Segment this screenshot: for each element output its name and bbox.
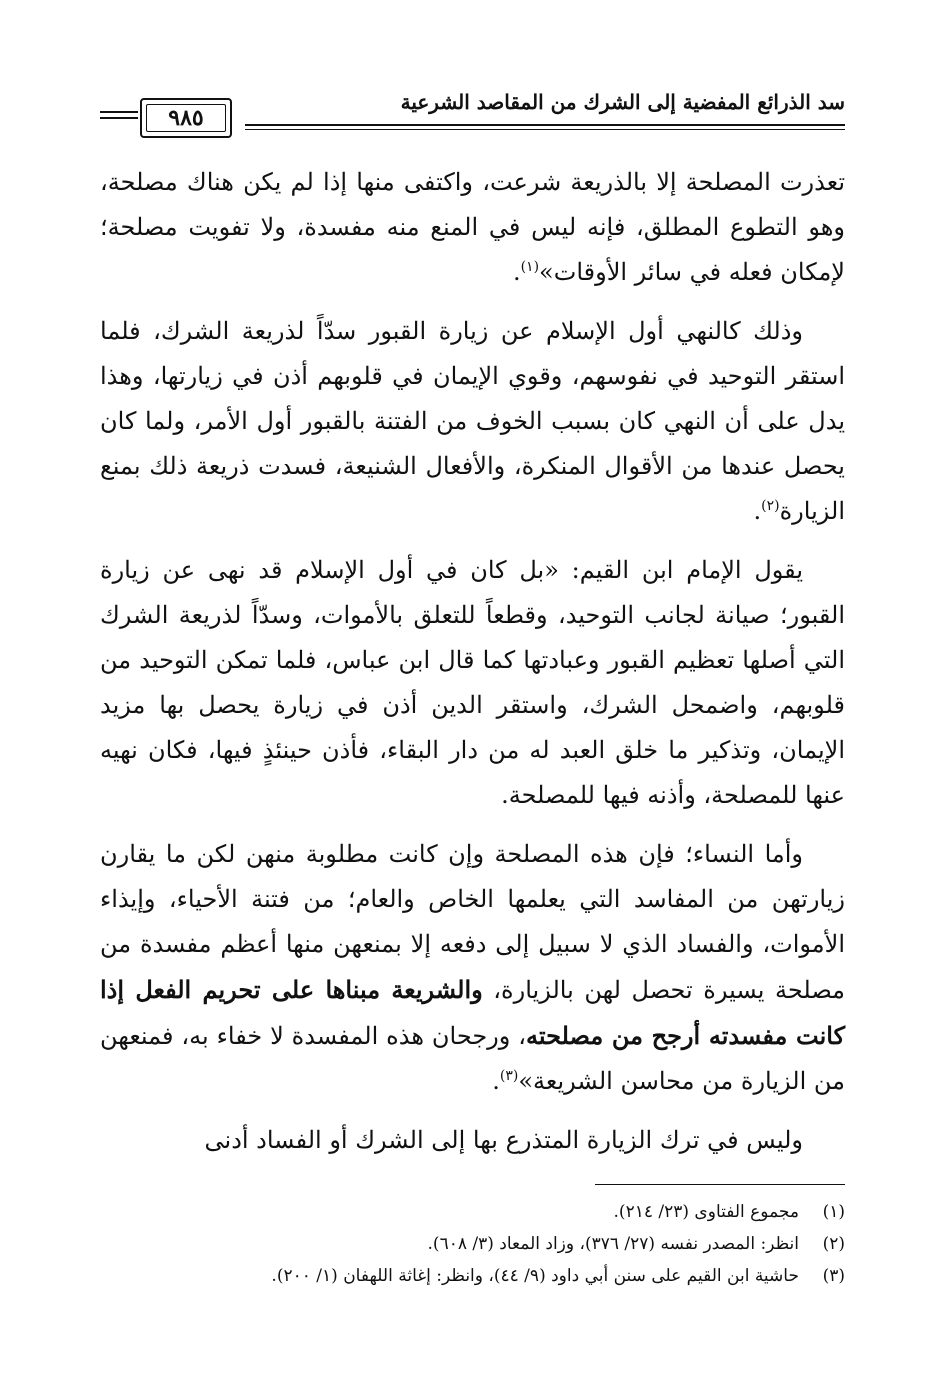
paragraph-1: تعذرت المصلحة إلا بالذريعة شرعت، واكتفى منها إذا لم يكن هناك مصلحة، وهو التطوع المطلق، فإنه ليس في المنع منه مفسدة، ولا تفويت مصلحة؛ لإمكان فعله في سائر الأوقات»$^{(١)}$. bbox=[100, 168, 845, 286]
footnote-ref-1: (١) bbox=[520, 259, 540, 275]
running-title: سد الذرائع المفضية إلى الشرك من المقاصد الشرعية bbox=[400, 90, 845, 114]
paragraph-3: يقول الإمام ابن القيم: «بل كان في أول الإسلام قد نهى عن زيارة القبور؛ صيانة لجانب التوحيد، وقطعاً للتعلق بالأموات، وسدّاً لذريعة الشرك التي أصلها تعظيم القبور وعبادتها كما قال ابن عباس، فلما تمكن التوحيد من قلوبهم، واضمحل الشرك، واستقر الدين أذن في زيارة يحصل بها مزيد الإيمان، وتذكير ما خلق العبد له من دار البقاء، فأذن حينئذٍ فيها، فكان نهيه عنها للمصلحة، وأذنه فيها للمصلحة. bbox=[100, 556, 846, 809]
paragraph-4: وأما النساء؛ فإن هذه المصلحة وإن كانت مطلوبة منهن لكن ما يقارن زيارتهن من المفاسد التي يعلمها الخاص والعام؛ من فتنة الأحياء، وإيذاء الأموات، والفساد الذي لا سبيل إلى دفعه إلا بمنعهن منها أعظم مفسدة من مصلحة يسيرة تحصل لهن بالزيارة، والشريعة مبناها على تحريم الفعل إذا كانت مفسدته أرجح من مصلحته، ورجحان هذه المفسدة لا خفاء به، فمنعهن من الزيارة من محاسن الشريعة»$^{(٣)}$. bbox=[100, 840, 845, 1095]
bold-rule-text: والشريعة مبناها على تحريم الفعل إذا كانت مفسدته أرجح من مصلحته bbox=[100, 975, 845, 1050]
paragraph-5: وليس في ترك الزيارة المتذرع بها إلى الشرك أو الفساد أدنى bbox=[204, 1126, 803, 1154]
footnote-1: (١)مجموع الفتاوى (٢٣/ ٢١٤). bbox=[613, 1202, 845, 1222]
page-number-frame bbox=[140, 98, 232, 138]
footnotes bbox=[100, 1196, 845, 1292]
page-header bbox=[100, 84, 845, 146]
page-number: ٩٨٥ bbox=[168, 105, 204, 131]
paragraph-2: وذلك كالنهي أول الإسلام عن زيارة القبور سدّاً لذريعة الشرك، فلما استقر التوحيد في نفوسهم، وقوي الإيمان في قلوبهم أذن في زيارتها، وهذا يدل على أن النهي كان بسبب الخوف من الفتنة بالقبور أول الأمر، ولما كان يحصل عندها من الأقوال المنكرة، والأفعال الشنيعة، فسدت ذريعة ذلك بمنع الزيارة$^{(٢)}$. bbox=[100, 317, 845, 525]
footnote-separator bbox=[595, 1184, 845, 1185]
header-double-line bbox=[100, 111, 138, 119]
body-text bbox=[100, 160, 845, 1177]
header-rule-thin bbox=[245, 129, 845, 130]
header-rule bbox=[245, 124, 845, 126]
footnote-2: (٢)انظر: المصدر نفسه (٢٧/ ٣٧٦)، وزاد المعاد (٣/ ٦٠٨). bbox=[427, 1234, 845, 1254]
footnote-ref-2: (٢) bbox=[761, 498, 780, 514]
footnote-3: (٣)حاشية ابن القيم على سنن أبي داود (٩/ ٤٤)، وانظر: إغاثة اللهفان (١/ ٢٠٠). bbox=[271, 1266, 845, 1286]
footnote-ref-3: (٣) bbox=[499, 1068, 519, 1084]
